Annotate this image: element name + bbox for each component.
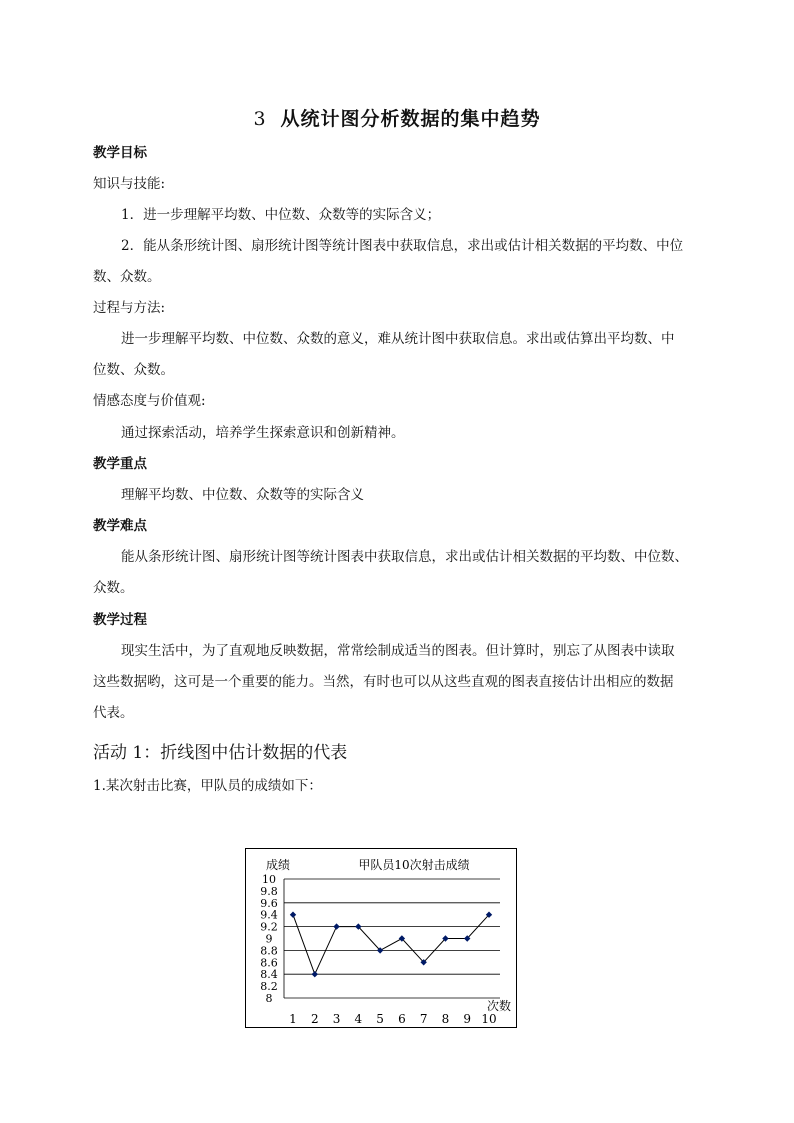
data-point-marker [290,912,296,918]
y-tick-label: 8.4 [260,968,278,982]
x-tick-label: 8 [441,1012,450,1026]
process-text-line-1: 进一步理解平均数、中位数、众数的意义，难从统计图中获取信息。求出或估算出平均数、中 [121,331,675,347]
y-tick-label: 8.2 [260,980,278,994]
x-tick-label: 10 [481,1012,497,1026]
y-tick-label: 9.6 [260,896,278,910]
page-title [0,104,794,131]
x-tick-label: 3 [332,1012,341,1026]
y-tick-label: 9.4 [260,908,278,922]
objectives-heading: 教学目标 [93,145,147,161]
focus-text: 理解平均数、中位数、众数等的实际含义 [121,487,364,503]
y-tick-label: 8.8 [260,944,278,958]
procedure-text-line-1: 现实生活中，为了直观地反映数据，常常绘制成适当的图表。但计算时，别忘了从图表中读取 [121,643,675,659]
y-tick-label: 8 [265,992,273,1005]
x-tick-label: 7 [419,1012,428,1026]
y-tick-label: 9 [265,932,273,946]
series-line [293,915,489,975]
knowledge-item-2-line-1: 2．能从条形统计图、扇形统计图等统计图表中获取信息，求出或估计相关数据的平均数、中位 [121,238,684,254]
knowledge-heading: 知识与技能: [93,176,166,192]
attitude-heading: 情感态度与价值观: [93,393,206,409]
process-text-line-2: 位数、众数。 [93,362,174,378]
knowledge-item-2-line-2: 数、众数。 [93,269,161,285]
question-1: 1.某次射击比赛，甲队员的成绩如下： [93,778,322,794]
activity-1-title: 活动 1：折线图中估计数据的代表 [93,743,348,763]
procedure-heading: 教学过程 [93,612,147,628]
difficulty-heading: 教学难点 [93,518,147,534]
attitude-text: 通过探索活动，培养学生探索意识和创新精神。 [121,425,405,441]
y-tick-label: 9.8 [260,884,278,898]
x-tick-label: 6 [398,1012,406,1026]
process-heading: 过程与方法: [93,300,166,316]
difficulty-text-line-2: 众数。 [93,580,134,596]
line-chart [245,848,517,1028]
chart-x-axis-label: 次数 [486,999,511,1013]
chart-title: 甲队员10次射击成绩 [358,858,470,872]
title-text: 从统计图分析数据的集中趋势 [280,108,541,130]
data-point-marker [333,923,339,929]
difficulty-text-line-1: 能从条形统计图、扇形统计图等统计图表中获取信息，求出或估计相关数据的平均数、中位数、 [121,549,688,565]
x-tick-label: 4 [354,1012,363,1026]
x-tick-label: 1 [289,1012,297,1026]
y-tick-label: 9.2 [260,920,278,934]
procedure-text-line-2: 这些数据哟，这可是一个重要的能力。当然，有时也可以从这些直观的图表直接估计出相应的数据 [93,674,674,690]
procedure-text-line-3: 代表。 [93,705,134,721]
x-tick-label: 5 [376,1012,384,1026]
y-tick-label: 10 [262,873,276,886]
line-chart-svg [246,849,516,1027]
data-point-marker [312,971,318,977]
y-tick-label: 8.6 [260,956,278,970]
chart-y-axis-label: 成绩 [266,858,291,872]
x-tick-label: 9 [463,1012,472,1026]
knowledge-item-1: 1．进一步理解平均数、中位数、众数等的实际含义； [121,207,441,223]
title-number: 3 [253,108,267,130]
x-tick-label: 2 [310,1012,319,1026]
focus-heading: 教学重点 [93,456,147,472]
